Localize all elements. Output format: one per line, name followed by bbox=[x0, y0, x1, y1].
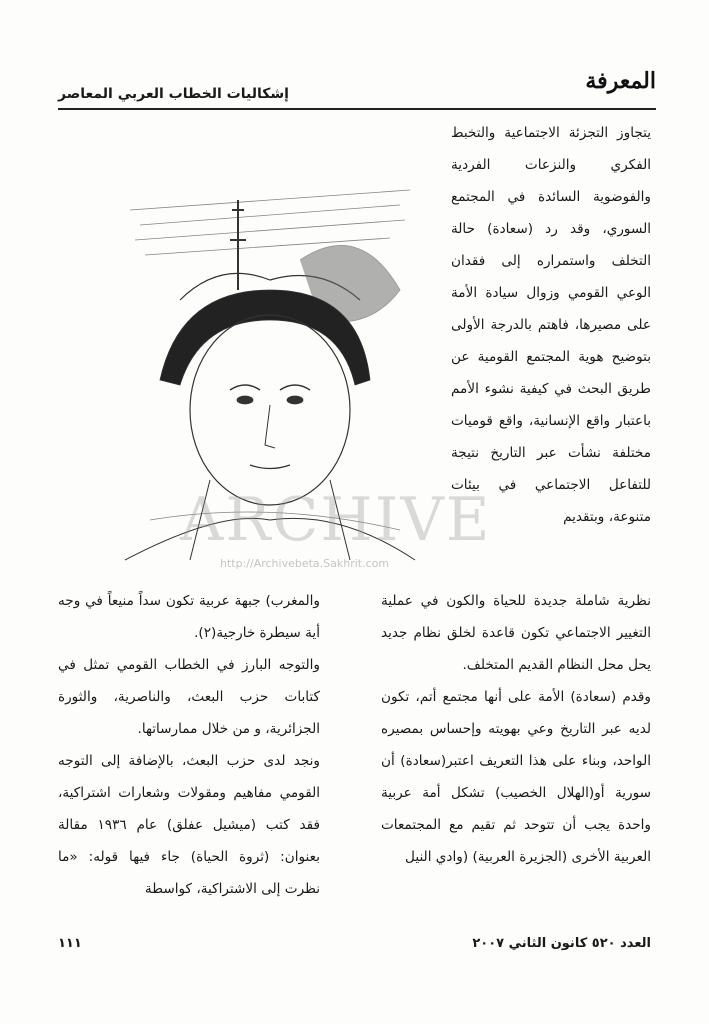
right-column-top bbox=[451, 117, 651, 533]
paragraph: نظرية شاملة جديدة للحياة والكون في عملية التغيير الاجتماعي تكون قاعدة لخلق نظام جديد يحل محل النظام القديم المتخلف. bbox=[381, 593, 651, 673]
portrait-illustration bbox=[120, 180, 420, 570]
header-divider bbox=[58, 108, 656, 110]
paragraph: وقدم (سعادة) الأمة على أنها مجتمع أتم، تكون لديه عبر التاريخ وعي بهويته وإحساس بمصيره الواحد، وبناء على هذا التعريف اعتبر(سعادة) أن سورية أو(الهلال الخصيب) تشكل أمة عربية واحدة يجب أن تتوحد ثم تقيم مع المجتمعات العربية الأخرى (الجزيرة العربية) (وادي النيل bbox=[381, 689, 651, 865]
right-column-bottom bbox=[381, 585, 651, 873]
magazine-logo: المعرفة bbox=[585, 68, 656, 94]
paragraph: ونجد لدى حزب البعث، بالإضافة إلى التوجه القومي مفاهيم ومقولات وشعارات اشتراكية، فقد كتب (ميشيل عفلق) عام ١٩٣٦ مقالة بعنوان: (ثروة الحياة) جاء فيها قوله: «ما نظرت إلى الاشتراكية، كواسطة bbox=[58, 753, 320, 897]
issue-info: العدد ٥٢٠ كانون الثاني ٢٠٠٧ bbox=[472, 936, 651, 951]
paragraph: يتجاوز التجزئة الاجتماعية والتخبط الفكري والنزعات الفردية والفوضوية السائدة في المجتمع السوري، وقد رد (سعادة) حالة التخلف واستمراره إلى فقدان الوعي القومي وزوال سيادة الأمة على مصيرها، فاهتم بالدرجة الأولى بتوضيح هوية المجتمع القومية عن طريق البحث في كيفية نشوء الأمم باعتبار واقع الإنسانية، واقع قوميات مختلفة نشأت عبر التاريخ نتيجة للتفاعل الاجتماعي في بيئات متنوعة، وبتقديم bbox=[451, 125, 651, 525]
watermark-url: http://Archivebeta.Sakhrit.com bbox=[220, 557, 390, 570]
left-column bbox=[58, 585, 320, 905]
running-title: إشكاليات الخطاب العربي المعاصر bbox=[58, 86, 289, 102]
paragraph: والتوجه البارز في الخطاب القومي تمثل في كتابات حزب البعث، والناصرية، والثورة الجزائرية، و من خلال ممارساتها. bbox=[58, 657, 320, 737]
page-header bbox=[58, 68, 656, 108]
paragraph: والمغرب) جبهة عربية تكون سداً منيعاً في وجه أية سيطرة خارجية(٢). bbox=[58, 593, 320, 641]
page-number: ١١١ bbox=[58, 936, 82, 951]
watermark-text: ARCHIVE bbox=[180, 485, 492, 555]
